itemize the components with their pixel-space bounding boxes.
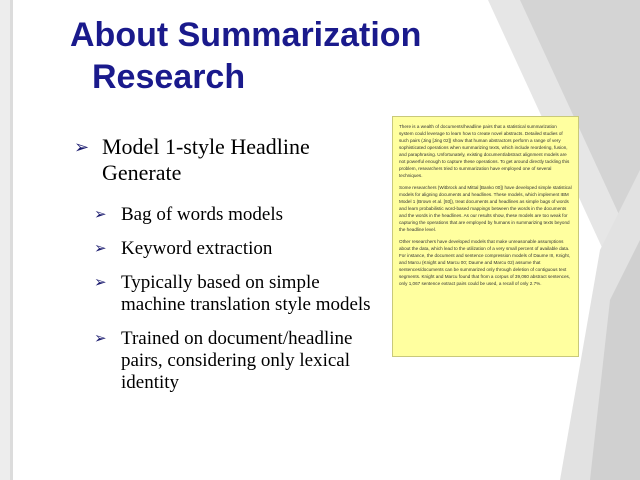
note-paragraph: Some researchers (Witbrock and Mittal [Banko 00]) have developed simple statistical models for aligning documents and headlines. These models, which implement IBM Model 1 (Brown et al. [93]), treat documents and headlines as simple bags of words and learn probabilistic word-based mappings between the words in the documents and the words in the headlines. As our results show, these models are too weak for capturing the operations that are employed by humans in summarizing texts beyond the headline level. — [399, 185, 572, 232]
sub-bullet-list — [94, 204, 379, 406]
arrow-bullet-icon: ➢ — [94, 241, 107, 257]
title-line-1: About Summarization — [70, 16, 422, 54]
sub-bullet-text: Bag of words models — [121, 204, 284, 225]
sub-bullet — [94, 204, 379, 226]
sub-bullet-text: Trained on document/headline pairs, considering only lexical identity — [121, 328, 353, 393]
sub-bullet — [94, 272, 379, 316]
main-bullet-list — [74, 134, 374, 200]
main-bullet — [74, 134, 374, 186]
sub-bullet-text: Typically based on simple machine translation style models — [121, 272, 371, 315]
note-paragraph: There is a wealth of documents/headline pairs that a statistical summarization system could leverage to learn how to create novel abstracts. Detailed studies of such pairs (Jing [Jing 02]) show that human abstractors perform a range of very sophisticated operations when summarizing texts, which include reordering, fusion, and paraphrasing. Unfortunately, existing document/abstract alignment models are not powerful enough to capture these operations. To get around directly tackling this problem, researchers tried to summarization have employed one of several techniques. — [399, 124, 570, 178]
sub-bullet — [94, 328, 379, 394]
sub-bullet — [94, 238, 379, 260]
slide-title — [70, 14, 510, 98]
title-line-2: Research — [92, 58, 246, 96]
speaker-note-box — [392, 116, 579, 357]
arrow-bullet-icon: ➢ — [94, 275, 107, 291]
main-bullet-text: Model 1-style Headline Generate — [102, 134, 310, 185]
arrow-bullet-icon: ➢ — [94, 331, 107, 347]
note-paragraph: Other researchers have developed models that make unreasonable assumptions about the data, which lead to the utilization of a very small percent of available data. For instance, the document and sentence compression models of Daume III, Knight, and Marcu (Knight and Marcu 00; Daume and Marcu 02) assume that sentences/documents can be summarized only through deletion of contiguous text segments. Knight and Marcu found that from a corpus of 39,060 abstract sentences, only 1,067 sentence extract pairs could be used, a recall of only 2.7%. — [399, 239, 571, 286]
arrow-bullet-icon: ➢ — [94, 207, 107, 223]
arrow-bullet-icon: ➢ — [74, 137, 90, 157]
sub-bullet-text: Keyword extraction — [121, 238, 273, 259]
